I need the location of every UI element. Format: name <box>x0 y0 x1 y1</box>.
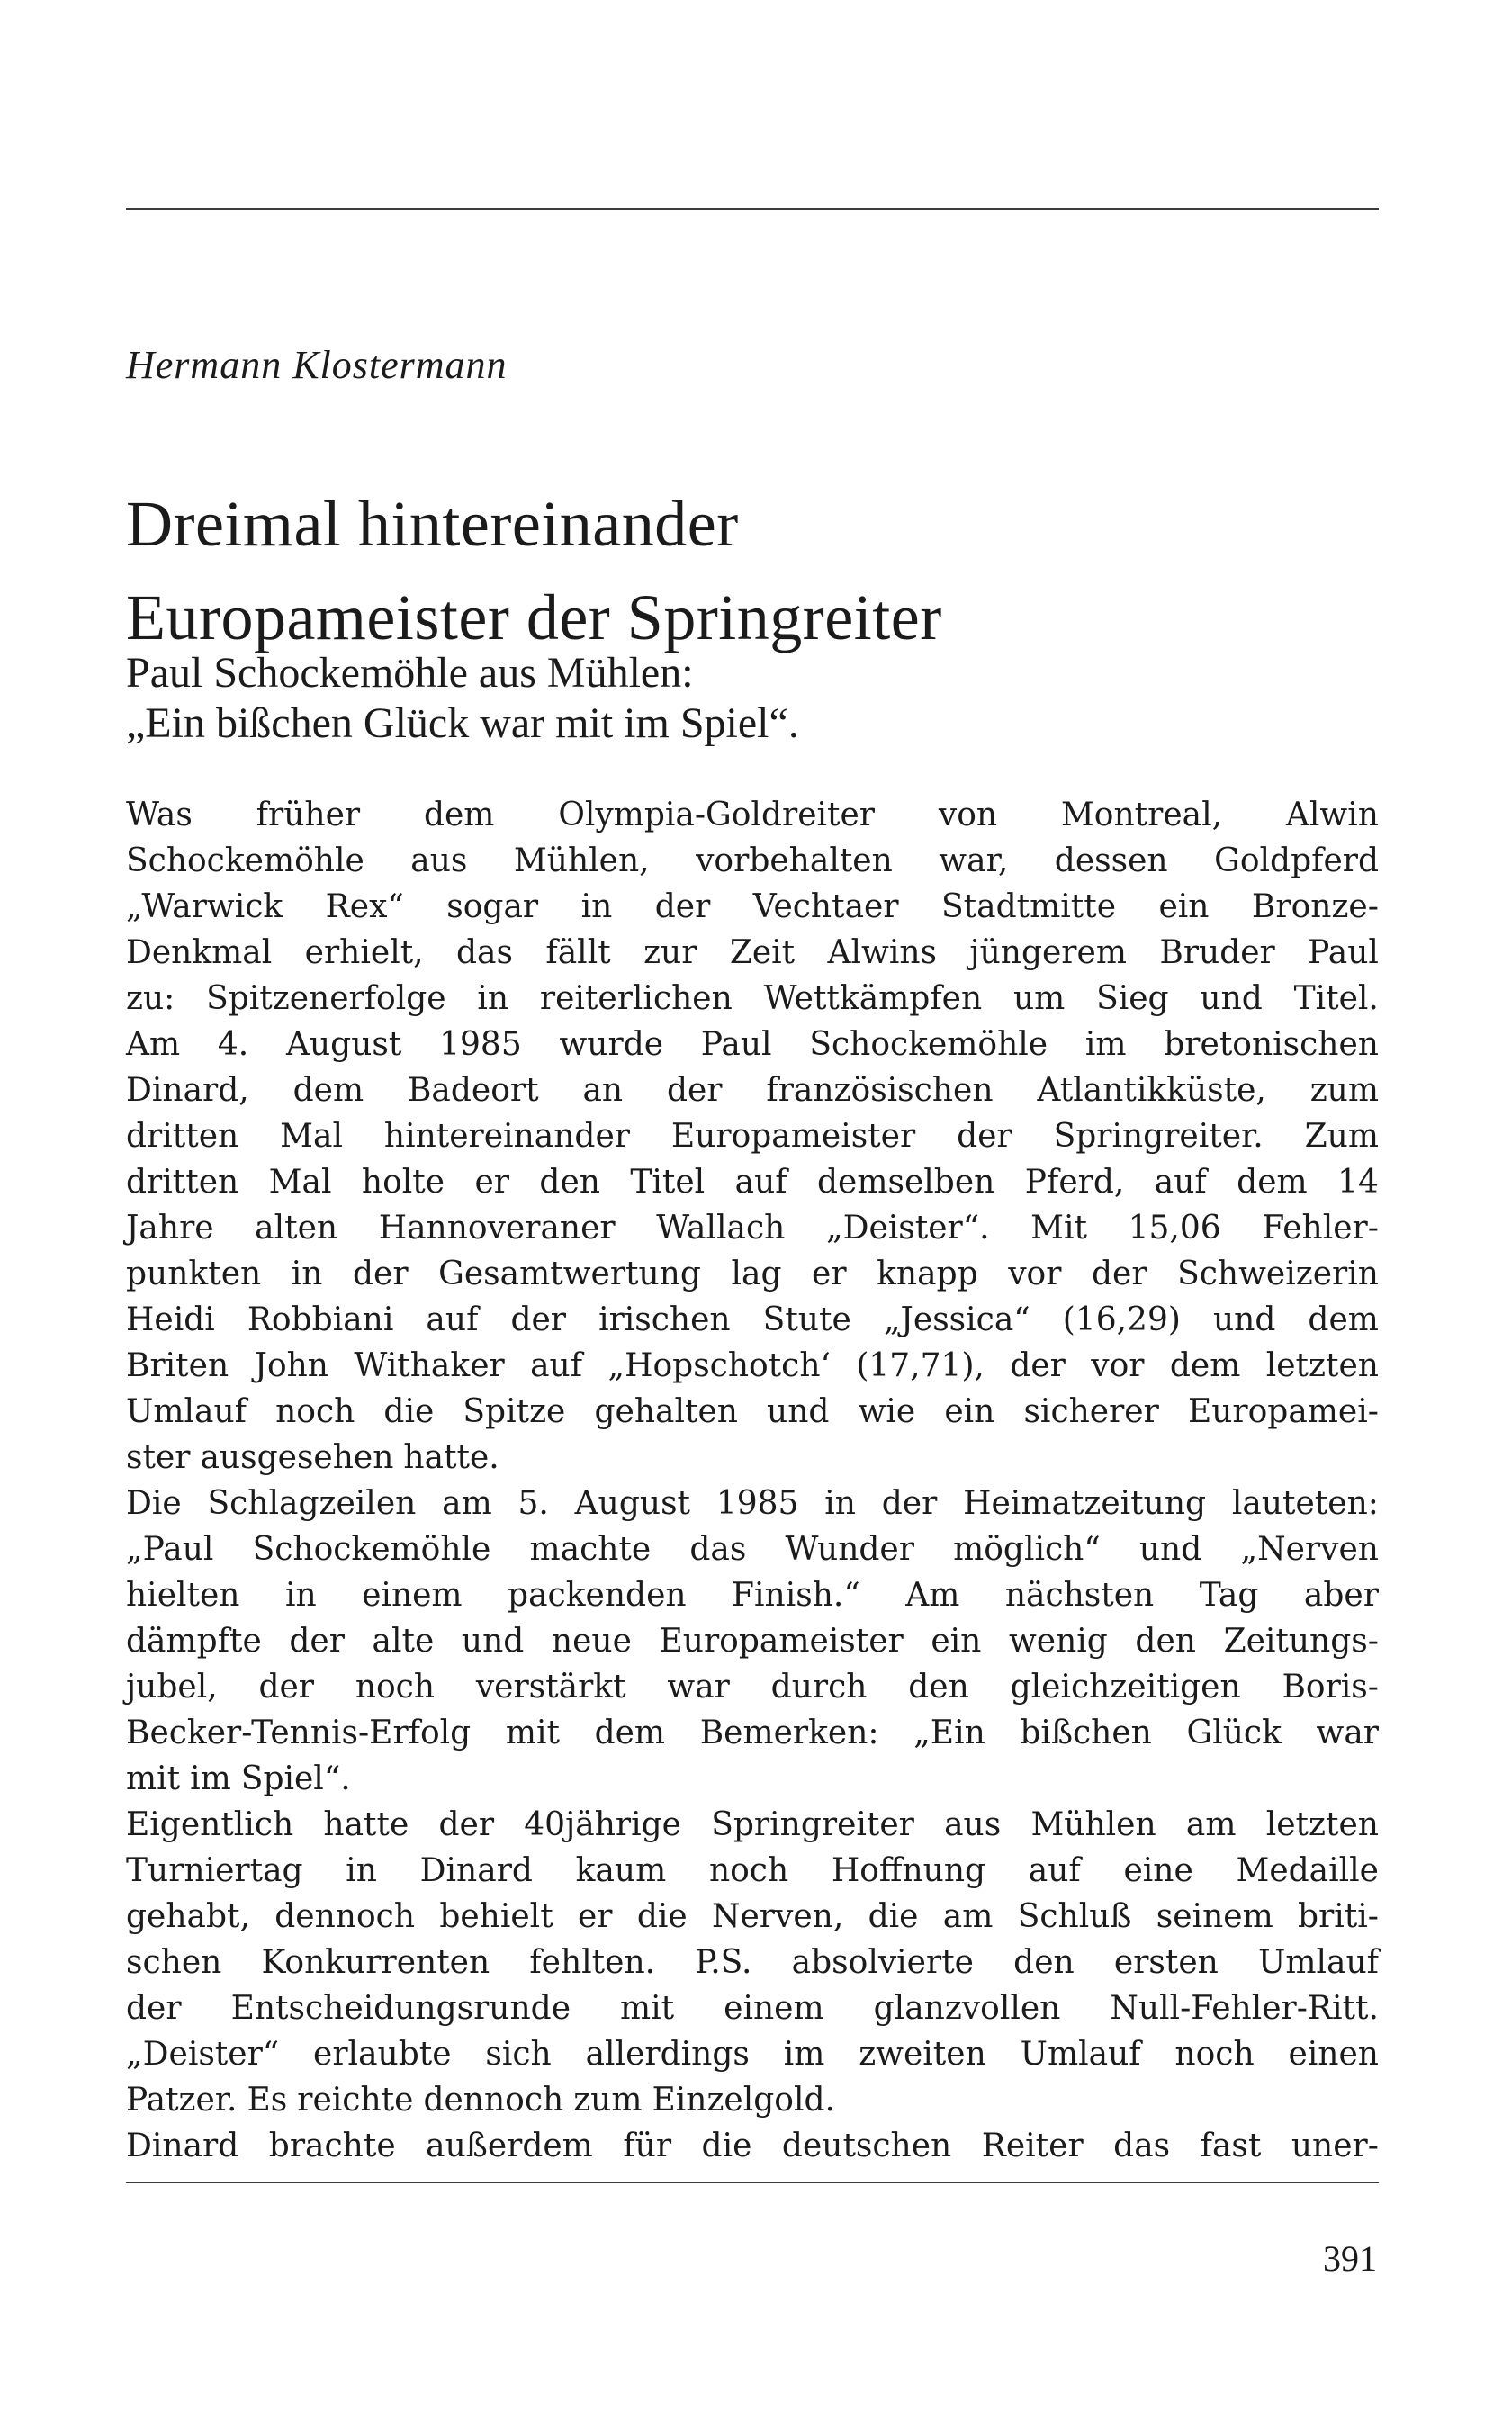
body-word: vorbehalten <box>696 842 893 879</box>
body-word: Mal <box>268 1164 332 1201</box>
body-word: auf <box>426 1301 479 1338</box>
body-word: Am <box>905 1577 960 1614</box>
bottom-rule <box>126 2182 1379 2183</box>
body-word: Boris- <box>1282 1669 1379 1706</box>
body-word: letzten <box>1265 1806 1379 1843</box>
body-word: fällt <box>545 934 611 971</box>
body-word: in <box>346 1852 377 1889</box>
body-word: der <box>352 1256 409 1292</box>
body-word: und <box>767 1393 830 1430</box>
body-word: auf <box>734 1164 788 1201</box>
body-word: vor <box>1008 1256 1062 1292</box>
body-word: vor <box>1091 1347 1145 1384</box>
body-word: zu: <box>126 980 176 1017</box>
body-word: Turniertag <box>126 1852 303 1889</box>
body-word: hielten <box>126 1577 240 1614</box>
body-word: letzten <box>1265 1347 1379 1384</box>
body-word: außerdem <box>426 2128 593 2164</box>
body-word: Alwins <box>827 934 938 971</box>
body-word: in <box>580 888 613 925</box>
body-word: war <box>1316 1714 1379 1751</box>
body-word: Stute <box>762 1301 851 1338</box>
body-word: wenig <box>1008 1623 1108 1660</box>
title-line: Europameister der Springreiter <box>126 581 942 653</box>
body-word: gehalten <box>594 1393 738 1430</box>
body-line <box>126 2123 1379 2169</box>
body-word: Europameister <box>670 1118 916 1155</box>
body-word: Titel <box>630 1164 706 1201</box>
body-word: lauteten: <box>1231 1485 1379 1522</box>
body-word: und <box>1212 1301 1276 1338</box>
body-word: und <box>1138 1531 1202 1568</box>
body-word: dem <box>1308 1301 1379 1338</box>
body-word: in <box>477 980 509 1017</box>
body-word: August <box>286 1026 402 1063</box>
article-subtitle <box>126 648 799 749</box>
body-word: für <box>623 2128 672 2164</box>
body-word: mit <box>505 1714 560 1751</box>
body-line <box>126 1618 1379 1664</box>
body-word: Springreiter <box>711 1806 914 1843</box>
body-word: „Jessica“ <box>883 1301 1030 1338</box>
body-word: „Warwick <box>126 888 284 925</box>
body-word: wie <box>858 1393 916 1430</box>
subtitle-line: Paul Schockemöhle aus Mühlen: <box>126 649 694 697</box>
body-word: Fehler- <box>1262 1210 1379 1246</box>
body-word: der <box>666 1072 723 1109</box>
body-line <box>126 1526 1379 1572</box>
body-word: fehlten. <box>529 1944 656 1981</box>
body-word: knapp <box>877 1256 978 1292</box>
body-word: das <box>689 1531 747 1568</box>
body-word: dritten <box>126 1118 239 1155</box>
body-word: uner- <box>1291 2128 1379 2164</box>
body-word: dem <box>423 796 495 833</box>
body-word: dennoch <box>274 1898 416 1935</box>
body-word: zur <box>644 934 698 971</box>
body-word: Stadtmitte <box>941 888 1116 925</box>
body-word: Reiter <box>981 2128 1084 2164</box>
body-word: demselben <box>817 1164 995 1201</box>
body-word: Heidi <box>126 1301 215 1338</box>
body-word: der <box>654 888 711 925</box>
body-word: am <box>442 1485 492 1522</box>
body-word: „Ein <box>914 1714 986 1751</box>
body-word: machte <box>529 1531 652 1568</box>
body-line <box>126 2077 1379 2123</box>
body-word: Dinard <box>419 1852 533 1889</box>
body-word: einem <box>362 1577 463 1614</box>
title-line: Dreimal hintereinander <box>126 488 739 560</box>
body-word: er <box>577 1898 613 1935</box>
body-word: hintereinander <box>383 1118 630 1155</box>
body-word: die <box>383 1393 435 1430</box>
body-line <box>126 1159 1379 1205</box>
body-line <box>126 1205 1379 1251</box>
body-word: Schlagzeilen <box>207 1485 417 1522</box>
body-word: alte <box>372 1623 435 1660</box>
body-word: Dinard, <box>126 1072 249 1109</box>
body-word: der <box>289 1623 345 1660</box>
body-word: Denkmal <box>126 934 273 971</box>
body-word: absolvierte <box>791 1944 974 1981</box>
body-line <box>126 1572 1379 1618</box>
body-word: kaum <box>575 1852 667 1889</box>
body-word: das <box>1113 2128 1171 2164</box>
body-word: aus <box>944 1806 1002 1843</box>
body-word: auf <box>1154 1164 1207 1201</box>
body-word: gehabt, <box>126 1898 250 1935</box>
body-word: „Nerven <box>1240 1531 1379 1568</box>
body-word: Goldpferd <box>1214 842 1379 879</box>
body-word: Robbiani <box>247 1301 394 1338</box>
body-word: verstärkt <box>475 1669 626 1706</box>
body-word: Null-Fehler-Ritt. <box>1110 1990 1379 2027</box>
body-word: Bemerken: <box>699 1714 879 1751</box>
body-word: hatte. <box>403 1439 500 1476</box>
body-word: (16,29) <box>1062 1301 1181 1338</box>
body-word: „Hopschotch‘ <box>608 1347 831 1384</box>
article-title <box>126 477 942 664</box>
body-word: im <box>783 2036 825 2073</box>
body-line <box>126 1710 1379 1756</box>
body-word: einem <box>724 1990 824 2027</box>
body-word: packenden <box>508 1577 687 1614</box>
body-word: allerdings <box>585 2036 750 2073</box>
body-word: Olympia-Goldreiter <box>558 796 875 833</box>
body-word: briti- <box>1298 1898 1379 1935</box>
body-word: neue <box>551 1623 632 1660</box>
body-word: ster <box>126 1439 191 1476</box>
body-word: Dinard <box>126 2128 239 2164</box>
body-line <box>126 1664 1379 1710</box>
body-word: einen <box>1288 2036 1379 2073</box>
body-word: 14 <box>1337 1164 1379 1201</box>
body-word: mit <box>126 1760 181 1797</box>
body-word: ausgesehen <box>200 1439 394 1476</box>
body-word: noch <box>355 1669 436 1706</box>
body-word: der <box>438 1806 495 1843</box>
body-word: Was <box>126 796 193 833</box>
body-word: der <box>1092 1256 1148 1292</box>
body-word: Umlauf <box>1020 2036 1141 2073</box>
body-word: fast <box>1200 2128 1262 2164</box>
body-word: Schluß <box>1017 1898 1132 1935</box>
body-word: bretonischen <box>1164 1026 1379 1063</box>
body-word: der <box>258 1669 315 1706</box>
body-word: Vechtaer <box>752 888 899 925</box>
body-line <box>126 838 1379 884</box>
body-line <box>126 930 1379 976</box>
body-word: Nerven, <box>712 1898 844 1935</box>
body-word: jüngerem <box>969 934 1127 971</box>
body-word: Mal <box>280 1118 343 1155</box>
body-word: er <box>812 1256 847 1292</box>
body-word: dritten <box>126 1164 239 1201</box>
body-word: sicherer <box>1023 1393 1159 1430</box>
body-word: bißchen <box>1020 1714 1152 1751</box>
body-word: Wunder <box>785 1531 914 1568</box>
body-word: ein <box>944 1393 995 1430</box>
body-word: den <box>1135 1623 1196 1660</box>
body-word: Schweizerin <box>1177 1256 1379 1292</box>
body-word: 1985 <box>716 1485 799 1522</box>
body-word: Konkurrenten <box>261 1944 490 1981</box>
body-line <box>126 884 1379 930</box>
body-word: dem <box>1169 1347 1241 1384</box>
body-word: 1985 <box>439 1026 522 1063</box>
body-word: John <box>254 1347 328 1384</box>
body-word: der <box>126 1990 182 2027</box>
body-word: und <box>1200 980 1263 1017</box>
body-word: 40jährige <box>524 1806 681 1843</box>
body-word: möglich“ <box>953 1531 1101 1568</box>
body-word: die <box>701 2128 752 2164</box>
body-word: Alwin <box>1285 796 1379 833</box>
body-word: jubel, <box>126 1669 218 1706</box>
body-line <box>126 1756 1379 1802</box>
body-word: die <box>868 1898 919 1935</box>
body-word: noch <box>275 1393 356 1430</box>
body-word: in <box>291 1256 323 1292</box>
body-word: 4. <box>217 1026 249 1063</box>
top-rule <box>126 208 1379 210</box>
body-word: den <box>908 1669 969 1706</box>
body-word: Zeitungs- <box>1223 1623 1379 1660</box>
body-word: Medaille <box>1236 1852 1379 1889</box>
body-word: dem <box>594 1714 666 1751</box>
body-word: Paul <box>700 1026 772 1063</box>
body-word: behielt <box>439 1898 554 1935</box>
body-word: reichte <box>297 2082 414 2119</box>
body-word: nächsten <box>1004 1577 1155 1614</box>
body-word: dämpfte <box>126 1623 262 1660</box>
body-word: im <box>190 1760 231 1797</box>
body-word: der <box>957 1118 1012 1155</box>
article-body <box>126 792 1379 2169</box>
body-word: Umlauf <box>1258 1944 1379 1981</box>
body-word: lag <box>731 1256 782 1292</box>
body-word: hatte <box>323 1806 410 1843</box>
body-word: mit <box>620 1990 675 2027</box>
body-word: sich <box>485 2036 552 2073</box>
body-word: Schockemöhle <box>126 842 364 879</box>
body-word: alten <box>255 1210 338 1246</box>
body-word: P.S. <box>695 1944 752 1981</box>
body-line <box>126 976 1379 1022</box>
body-word: Europameister <box>659 1623 904 1660</box>
body-word: Atlantikküste, <box>1037 1072 1266 1109</box>
body-word: Am <box>126 1026 181 1063</box>
body-word: Tag <box>1199 1577 1259 1614</box>
body-word: im <box>1084 1026 1127 1063</box>
body-word: Entscheidungsrunde <box>230 1990 572 2027</box>
body-line <box>126 1435 1379 1480</box>
body-word: punkten <box>126 1256 262 1292</box>
body-word: Mühlen <box>1030 1806 1156 1843</box>
body-line <box>126 1251 1379 1297</box>
body-word: war, <box>939 842 1009 879</box>
body-word: Hannoveraner <box>378 1210 616 1246</box>
body-line <box>126 1022 1379 1067</box>
body-word: Montreal, <box>1060 796 1223 833</box>
body-word: August <box>574 1485 691 1522</box>
body-word: Badeort <box>407 1072 539 1109</box>
body-word: seinem <box>1156 1898 1274 1935</box>
body-word: wurde <box>559 1026 664 1063</box>
body-word: (17,71), <box>856 1347 985 1384</box>
body-word: Mit <box>1030 1210 1088 1246</box>
body-word: Zum <box>1304 1118 1379 1155</box>
body-word: war <box>667 1669 730 1706</box>
body-word: Die <box>126 1485 182 1522</box>
body-word: von <box>938 796 998 833</box>
body-word: Einzelgold. <box>652 2082 835 2119</box>
body-word: Jahre <box>126 1210 214 1246</box>
body-word: ein <box>1158 888 1210 925</box>
body-word: Schockemöhle <box>252 1531 491 1568</box>
body-word: ein <box>931 1623 982 1660</box>
body-word: deutschen <box>781 2128 952 2164</box>
body-word: Europamei- <box>1187 1393 1379 1430</box>
body-word: der <box>1010 1347 1066 1384</box>
body-word: früher <box>256 796 361 833</box>
body-word: um <box>1012 980 1066 1017</box>
body-word: er <box>474 1164 509 1201</box>
body-word: durch <box>770 1669 868 1706</box>
body-word: am <box>942 1898 994 1935</box>
body-word: 5. <box>518 1485 549 1522</box>
body-word: Spiel“. <box>240 1760 351 1797</box>
body-word: „Deister“ <box>126 2036 280 2073</box>
body-word: schen <box>126 1944 222 1981</box>
body-word: Withaker <box>354 1347 505 1384</box>
body-word: brachte <box>268 2128 396 2164</box>
body-word: dennoch <box>423 2082 564 2119</box>
body-word: die <box>636 1898 688 1935</box>
body-word: auf <box>1028 1852 1081 1889</box>
body-word: Glück <box>1186 1714 1282 1751</box>
body-line <box>126 1389 1379 1435</box>
body-word: holte <box>361 1164 446 1201</box>
body-word: Rex“ <box>325 888 404 925</box>
body-word: reiterlichen <box>539 980 733 1017</box>
body-word: Gesamtwertung <box>438 1256 701 1292</box>
body-line <box>126 1297 1379 1343</box>
body-word: den <box>1013 1944 1075 1981</box>
body-line <box>126 792 1379 838</box>
body-word: Eigentlich <box>126 1806 294 1843</box>
page-number: 391 <box>1323 2238 1377 2279</box>
body-word: Sieg <box>1096 980 1169 1017</box>
body-word: Wallach <box>656 1210 786 1246</box>
body-word: der <box>510 1301 567 1338</box>
body-word: 15,06 <box>1128 1210 1221 1246</box>
body-word: in <box>824 1485 856 1522</box>
body-word: noch <box>1174 2036 1255 2073</box>
body-word: der <box>881 1485 938 1522</box>
body-word: Spitzenerfolge <box>206 980 446 1017</box>
body-word: am <box>1185 1806 1237 1843</box>
body-word: glanzvollen <box>873 1990 1061 2027</box>
body-word: an <box>582 1072 624 1109</box>
body-word: noch <box>708 1852 789 1889</box>
subtitle-line: „Ein bißchen Glück war mit im Spiel“. <box>126 699 799 747</box>
body-word: Heimatzeitung <box>963 1485 1207 1522</box>
body-word: Hoffnung <box>831 1852 986 1889</box>
author-name: Hermann Klostermann <box>126 343 508 387</box>
body-word: dessen <box>1054 842 1168 879</box>
body-word: Zeit <box>729 934 796 971</box>
body-line <box>126 1848 1379 1894</box>
body-word: Umlauf <box>126 1393 247 1430</box>
body-word: dem <box>292 1072 364 1109</box>
body-word: in <box>284 1577 317 1614</box>
body-word: erlaubte <box>313 2036 452 2073</box>
body-word: Es <box>247 2082 288 2119</box>
body-line <box>126 1343 1379 1389</box>
body-line <box>126 1802 1379 1848</box>
body-word: Briten <box>126 1347 230 1384</box>
body-word: eine <box>1123 1852 1193 1889</box>
body-word: erhielt, <box>304 934 424 971</box>
body-word: Paul <box>1308 934 1379 971</box>
body-word: irischen <box>598 1301 731 1338</box>
body-word: zweiten <box>859 2036 986 2073</box>
body-word: Becker-Tennis-Erfolg <box>126 1714 472 1751</box>
body-word: dem <box>1237 1164 1308 1201</box>
body-line <box>126 1985 1379 2031</box>
body-word: Schockemöhle <box>809 1026 1048 1063</box>
body-line <box>126 1894 1379 1940</box>
body-word: aus <box>410 842 468 879</box>
body-word: auf <box>530 1347 583 1384</box>
body-word: das <box>456 934 513 971</box>
body-word: aber <box>1303 1577 1379 1614</box>
body-word: zum <box>573 2082 643 2119</box>
body-line <box>126 1940 1379 1985</box>
body-word: den <box>539 1164 600 1201</box>
body-word: Wettkämpfen <box>763 980 983 1017</box>
body-word: Spitze <box>463 1393 566 1430</box>
body-word: „Paul <box>126 1531 214 1568</box>
body-line <box>126 1480 1379 1526</box>
body-word: „Deister“. <box>825 1210 990 1246</box>
body-word: Pferd, <box>1024 1164 1125 1201</box>
body-line <box>126 2031 1379 2077</box>
body-word: Mühlen, <box>513 842 650 879</box>
body-word: Bruder <box>1159 934 1275 971</box>
body-word: französischen <box>766 1072 994 1109</box>
body-word: und <box>461 1623 525 1660</box>
body-line <box>126 1113 1379 1159</box>
body-word: gleichzeitigen <box>1010 1669 1241 1706</box>
body-line <box>126 1067 1379 1113</box>
body-word: ersten <box>1113 1944 1219 1981</box>
body-word: Titel. <box>1293 980 1379 1017</box>
body-word: Patzer. <box>126 2082 238 2119</box>
body-word: sogar <box>446 888 539 925</box>
body-word: Finish.“ <box>732 1577 860 1614</box>
body-word: Bronze- <box>1251 888 1379 925</box>
body-word: Springreiter. <box>1053 1118 1264 1155</box>
body-word: zum <box>1310 1072 1379 1109</box>
